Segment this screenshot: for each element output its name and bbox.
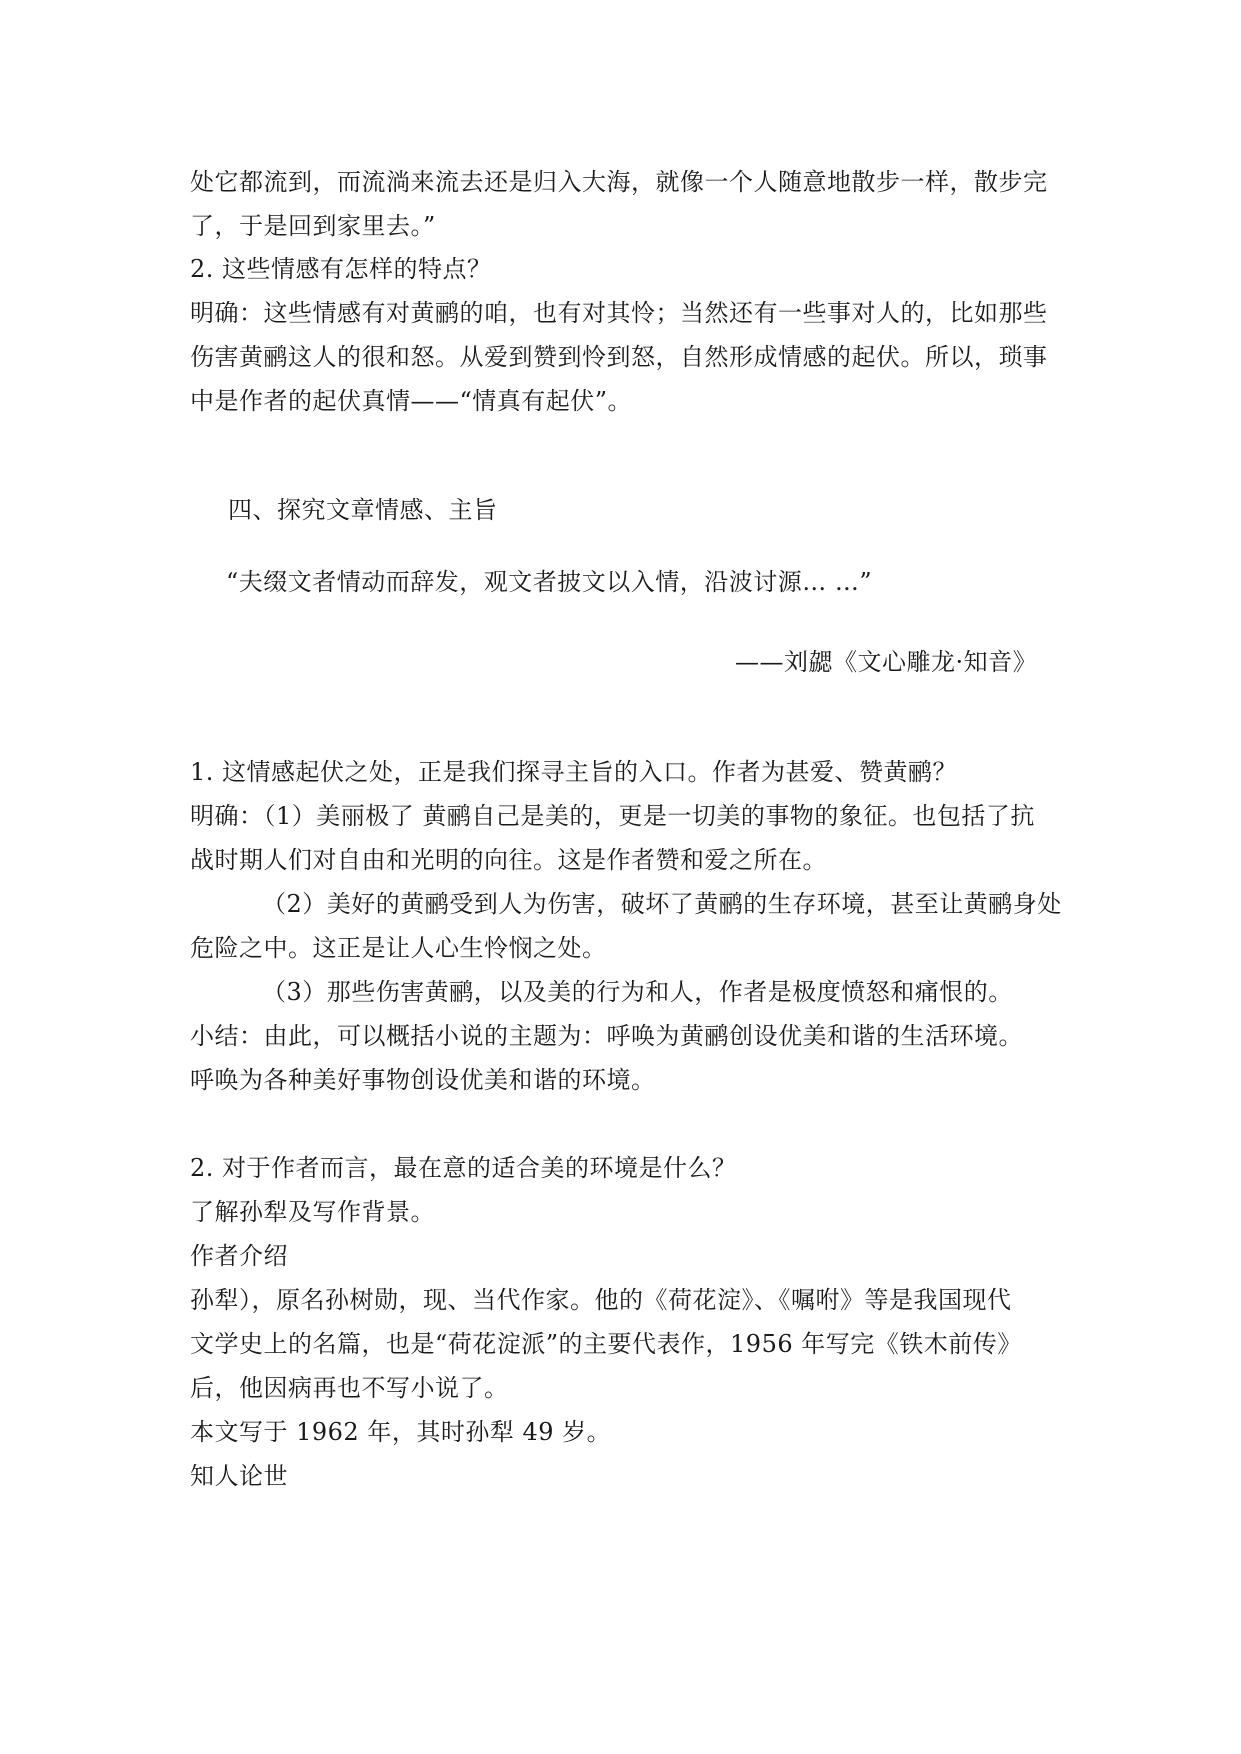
quote-text: “夫缀文者情动而辞发，观文者披文以入情，沿波讨源… …” <box>226 568 873 596</box>
paragraph-line: 本文写于 1962 年，其时孙犁 49 岁。 <box>190 1418 612 1446</box>
paragraph-line: 伤害黄鹂这人的很和怒。从爱到赞到怜到怒，自然形成情感的起伏。所以，琐事 <box>190 343 1048 371</box>
paragraph-line: 了解孙犁及写作背景。 <box>190 1198 435 1226</box>
paragraph-line: 呼唤为各种美好事物创设优美和谐的环境。 <box>190 1066 656 1094</box>
question-heading: 2. 这些情感有怎样的特点？ <box>190 255 492 283</box>
paragraph-line: （2）美好的黄鹂受到人为伤害，破坏了黄鹂的生存环境，甚至让黄鹂身处 <box>262 890 1062 918</box>
paragraph-line: 孙犁），原名孙树勋，现、当代作家。他的《荷花淀》、《嘱咐》等是我国现代 <box>190 1286 1012 1314</box>
paragraph-line: 处它都流到，而流淌来流去还是归入大海，就像一个人随意地散步一样，散步完 <box>190 168 1048 196</box>
quote-attribution: ——刘勰《文心雕龙·知音》 <box>735 648 1038 676</box>
paragraph-line: 小结：由此，可以概括小说的主题为：呼唤为黄鹂创设优美和谐的生活环境。 <box>190 1022 1023 1050</box>
question-heading: 1. 这情感起伏之处，正是我们探寻主旨的入口。作者为甚爱、赞黄鹂？ <box>190 758 958 786</box>
subheading: 知人论世 <box>190 1462 288 1490</box>
paragraph-line: 战时期人们对自由和光明的向往。这是作者赞和爱之所在。 <box>190 846 827 874</box>
paragraph-line: （3）那些伤害黄鹂，以及美的行为和人，作者是极度愤怒和痛恨的。 <box>262 978 1013 1006</box>
subheading: 作者介绍 <box>190 1242 288 1270</box>
paragraph-line: 后，他因病再也不写小说了。 <box>190 1374 509 1402</box>
paragraph-line: 中是作者的起伏真情——“情真有起伏”。 <box>190 387 633 415</box>
paragraph-line: 危险之中。这正是让人心生怜悯之处。 <box>190 934 607 962</box>
paragraph-line: 了，于是回到家里去。” <box>190 212 436 240</box>
paragraph-line: 文学史上的名篇，也是“荷花淀派”的主要代表作，1956 年写完《铁木前传》 <box>190 1330 1022 1358</box>
question-heading: 2. 对于作者而言，最在意的适合美的环境是什么？ <box>190 1154 737 1182</box>
paragraph-line: 明确：（1）美丽极了 黄鹂自己是美的，更是一切美的事物的象征。也包括了抗 <box>190 802 1035 830</box>
paragraph-line: 明确：这些情感有对黄鹂的咱，也有对其怜；当然还有一些事对人的，比如那些 <box>190 299 1048 327</box>
section-heading: 四、探究文章情感、主旨 <box>228 496 498 524</box>
